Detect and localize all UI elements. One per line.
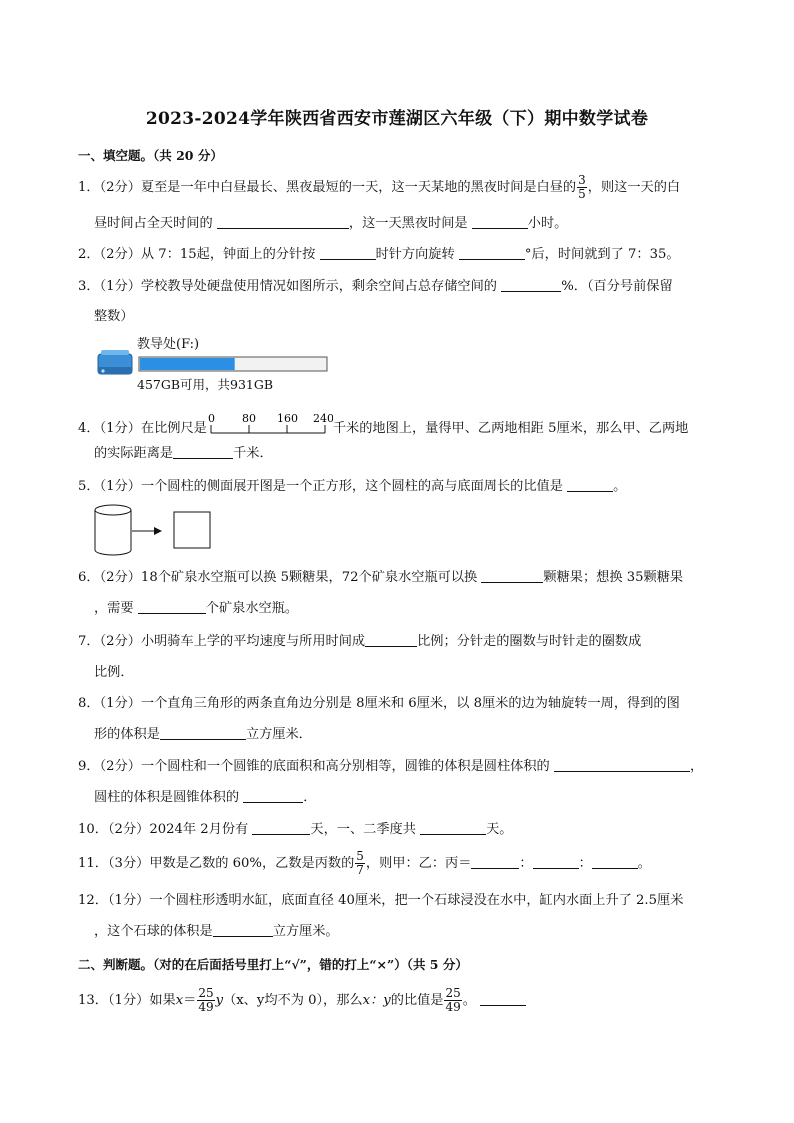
answer-blank[interactable] [213,922,273,937]
answer-blank[interactable] [567,477,613,492]
question-1-line-2: 昼时间占全天时间的 ，这一天黑夜时间是 小时。 [94,216,568,231]
question-9-line-1: 9．（2分）一个圆柱和一个圆锥的底面积和高分别相等，圆锥的体积是圆柱体积的 ， [78,759,704,774]
fraction-25-49: $\frac{25}{49}$ [445,986,461,1014]
answer-blank[interactable] [365,632,417,647]
fraction-5-7: $\frac{5}{7}$ [356,849,364,877]
answer-blank[interactable] [217,214,349,229]
answer-blank[interactable] [420,820,486,835]
answer-blank[interactable] [481,568,543,583]
section-heading-fill-blank: 一、填空题。（共 20 分） [78,148,223,163]
question-4-line-2: 的实际距离是 千米． [94,446,273,461]
hard-drive-icon [98,350,132,374]
question-5: 5．（1分）一个圆柱的侧面展开图是一个正方形，这个圆柱的高与底面周长的比值是 。 [78,479,627,494]
question-11: 11．（3分）甲数是乙数的 60%，乙数是丙数的 $\frac{5}{7}$ ，则甲：乙：丙＝ ： ： 。 [78,849,651,877]
answer-blank[interactable] [459,245,525,260]
answer-blank[interactable] [160,725,246,740]
scale-tick-label: 80 [241,412,256,425]
answer-blank[interactable] [592,854,638,869]
question-6-line-1: 6．（2分）18个矿泉水空瓶可以换 5颗糖果，72个矿泉水空瓶可以换 颗糖果；想换 35颗糖果 [78,570,684,585]
question-12-line-2: ，这个石球的体积是 立方厘米。 [94,924,339,939]
question-6-line-2: ，需要 个矿泉水空瓶。 [94,601,299,616]
square-shape [174,512,210,548]
scale-bar [207,412,333,438]
answer-blank[interactable] [243,788,303,803]
answer-blank[interactable] [480,991,526,1006]
disk-usage-figure [94,334,354,396]
drive-capacity-text: 457GB可用，共931GB [137,377,274,392]
question-3-line-1: 3．（1分）学校教导处硬盘使用情况如图所示，剩余空间占总存储空间的 %．（百分号前保留 [78,279,673,294]
scale-tick-label: 160 [276,412,298,425]
arrow-right-icon [132,527,162,535]
question-9-line-2: 圆柱的体积是圆锥体积的 ． [94,790,317,805]
question-13: 13．（1分）如果x＝ $\frac{25}{49}$ y（x、y均不为 0），那么x：y的比值是 $\frac{25}{49}$ 。 [78,987,526,1014]
question-2: 2．（2分）从 7：15起，钟面上的分针按 时针方向旋转 °后，时间就到了 7：35。 [78,247,680,262]
answer-blank[interactable] [472,214,528,229]
usage-bar-fill [140,358,235,370]
answer-blank[interactable] [138,599,206,614]
question-3-line-2: 整数） [94,309,134,324]
scale-tick-label: 240 [312,412,333,425]
question-1-line-1: 1．（2分）夏至是一年中白昼最长、黑夜最短的一天，这一天某地的黑夜时间是白昼的 $\frac{3}{5}$ ，则这一天的白 [78,173,681,201]
drive-label: 教导处(F:) [137,337,200,352]
answer-blank[interactable] [554,757,690,772]
question-8-line-1: 8．（1分）一个直角三角形的两条直角边分别是 8厘米和 6厘米，以 8厘米的边为轴旋转一周，得到的图 [78,696,680,711]
question-10: 10．（2分）2024年 2月份有 天，一、二季度共 天。 [78,822,513,837]
answer-blank[interactable] [252,820,310,835]
answer-blank[interactable] [320,245,376,260]
scale-tick-label: 0 [207,412,215,425]
section-heading-true-false: 二、判断题。（对的在后面括号里打上“√”，错的打上“×”）（共 5 分） [78,957,468,972]
cylinder-unfold-figure [92,502,218,560]
question-7-line-2: 比例． [94,665,134,680]
cylinder-shape [95,505,131,555]
answer-blank[interactable] [533,854,579,869]
answer-blank[interactable] [173,444,233,459]
page-title: 2023-2024学年陕西省西安市莲湖区六年级（下）期中数学试卷 [145,109,649,129]
question-12-line-1: 12．（1分）一个圆柱形透明水缸，底面直径 40厘米，把一个石球浸没在水中，缸内水面上升了 2.5厘米 [78,893,684,908]
fraction-25-49: $\frac{25}{49}$ [198,986,214,1014]
answer-blank[interactable] [471,854,519,869]
question-8-line-2: 形的体积是 立方厘米． [94,727,312,742]
fraction-3-5: $\frac{3}{5}$ [578,173,586,201]
answer-blank[interactable] [501,277,561,292]
question-4-line-1: 4．（1分）在比例尺是 0 80 160 240 千米的地图上，量得甲、乙两地相距 5厘米，那么甲、乙两地 [78,412,689,436]
question-7-line-1: 7．（2分）小明骑车上学的平均速度与所用时间成 比例；分针走的圈数与时针走的圈数成 [78,634,642,649]
